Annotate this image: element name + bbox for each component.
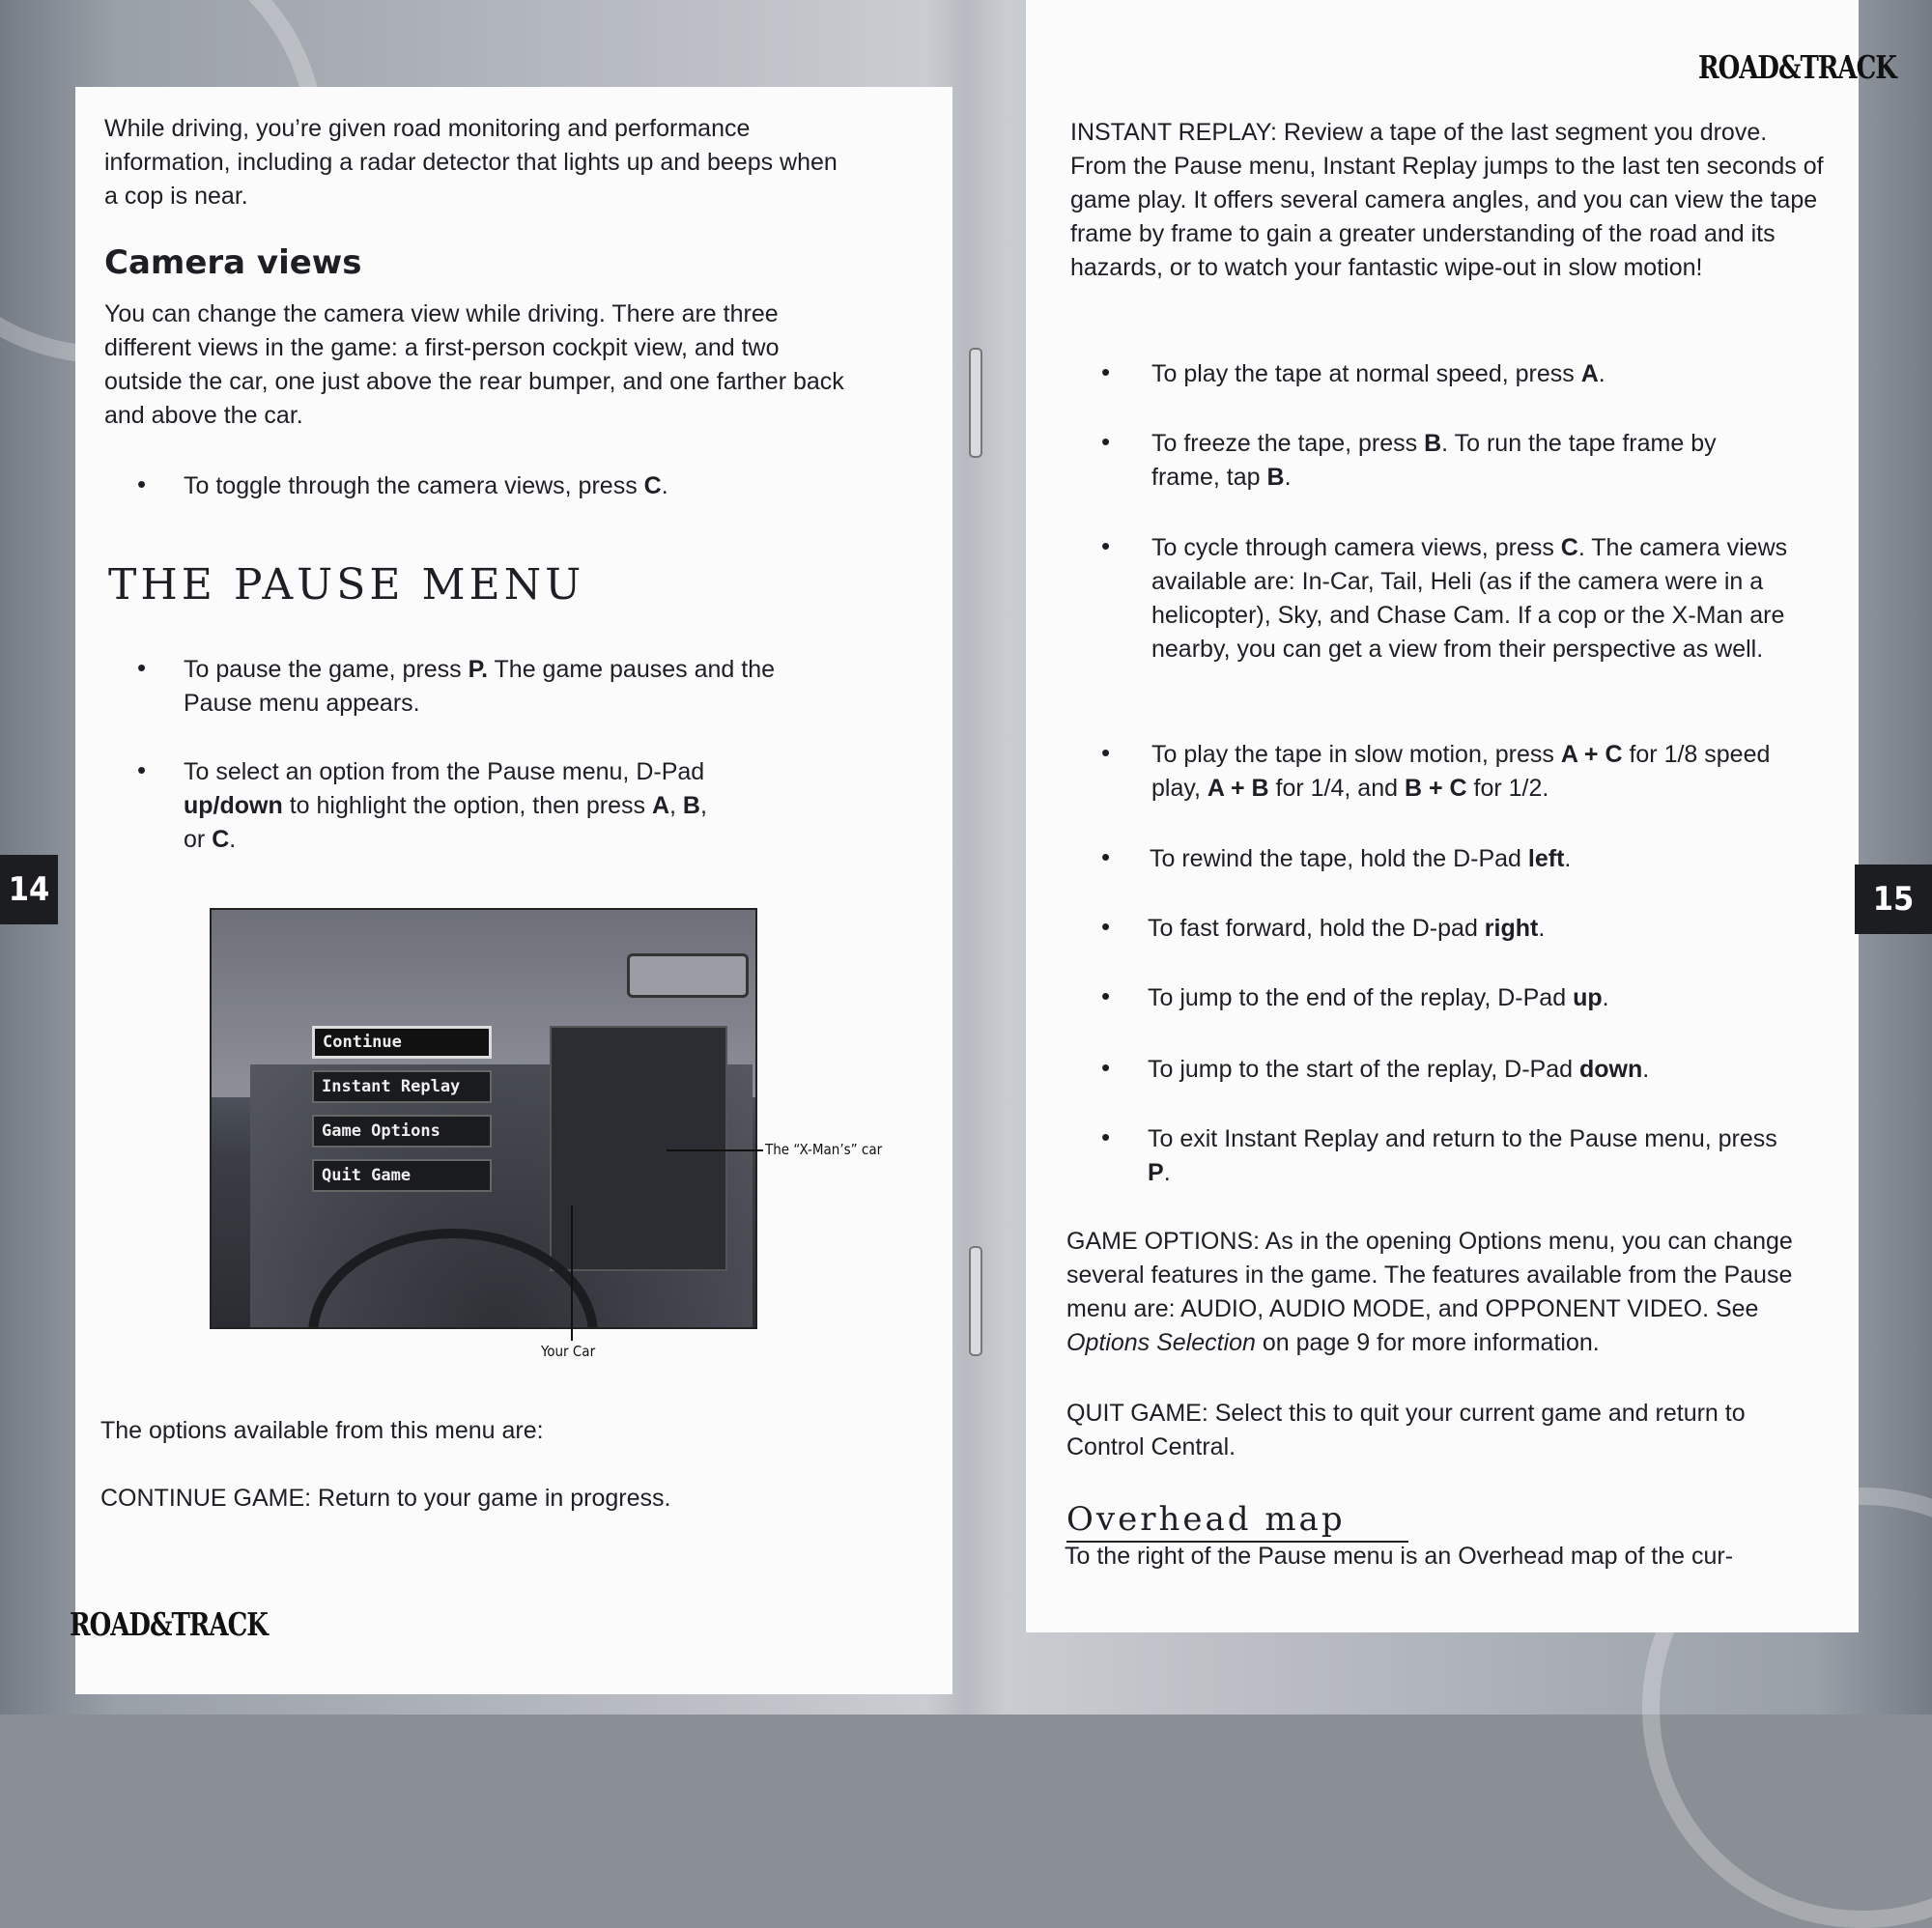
menu-game-options-button: Game Options bbox=[312, 1115, 492, 1148]
rearview-mirror bbox=[627, 953, 749, 998]
menu-quit-game-button: Quit Game bbox=[312, 1159, 492, 1192]
replay-bullet-camera-views: To cycle through camera views, press C. The camera views available are: In-Car, Tail, Heli (as if the camera were in a helicopter), Sky, and Chase Cam. If a cop or the X-Man are nearby, you can get a view from their perspective as well. bbox=[1151, 534, 1788, 663]
bullet-dot: • bbox=[137, 469, 147, 498]
instant-replay-paragraph: INSTANT REPLAY: Review a tape of the last segment you drove. From the Pause menu, Instant Replay jumps to the last ten seconds of game play. It offers several camera angles, and you can view the tape frame by frame to gain a greater understanding of the road and its hazards, or to watch your fantastic wipe-out in slow motion! bbox=[1070, 119, 1824, 281]
intro-paragraph: While driving, you’re given road monitoring and performance information, including a radar detector that lights up and beeps when a cop is near. bbox=[104, 115, 838, 210]
bullet-dot: • bbox=[1101, 531, 1111, 560]
replay-bullet-jump-start: To jump to the start of the replay, D-Pad down. bbox=[1148, 1056, 1650, 1083]
road-track-logo-left: ROAD&TRACK bbox=[70, 1607, 268, 1644]
menu-continue-button: Continue bbox=[312, 1026, 492, 1059]
pause-menu-screenshot bbox=[210, 908, 757, 1329]
pause-bullet: To pause the game, press P. The game pauses and the Pause menu appears. bbox=[184, 656, 776, 717]
road-track-logo-right: ROAD&TRACK bbox=[1698, 50, 1896, 87]
bullet-dot: • bbox=[1101, 842, 1111, 871]
continue-game-description: CONTINUE GAME: Return to your game in progress. bbox=[100, 1485, 671, 1512]
replay-bullet-rewind: To rewind the tape, hold the D-Pad left. bbox=[1150, 845, 1572, 872]
your-car-callout: Your Car bbox=[541, 1343, 596, 1360]
overhead-map-paragraph: To the right of the Pause menu is an Overhead map of the cur- bbox=[1065, 1543, 1734, 1570]
quit-game-paragraph: QUIT GAME: Select this to quit your current game and return to Control Central. bbox=[1066, 1400, 1746, 1460]
replay-bullet-jump-end: To jump to the end of the replay, D-Pad up. bbox=[1148, 984, 1609, 1011]
bullet-dot: • bbox=[1101, 981, 1111, 1010]
binding-staple-bottom bbox=[969, 1246, 982, 1356]
overhead-map-thumbnail bbox=[550, 1026, 727, 1271]
bullet-dot: • bbox=[1101, 912, 1111, 941]
replay-bullet-exit: To exit Instant Replay and return to the Pause menu, press P. bbox=[1148, 1125, 1777, 1186]
bullet-dot: • bbox=[1101, 357, 1111, 386]
menu-instant-replay-button: Instant Replay bbox=[312, 1070, 492, 1103]
overhead-map-heading: Overhead map bbox=[1066, 1500, 1408, 1543]
replay-bullet-fast-forward: To fast forward, hold the D-pad right. bbox=[1148, 915, 1546, 942]
bullet-dot: • bbox=[1101, 1122, 1111, 1151]
bullet-dot: • bbox=[1101, 1053, 1111, 1082]
page-number-left: 14 bbox=[0, 855, 58, 924]
replay-bullet-freeze: To freeze the tape, press B. To run the tape frame by frame, tap B. bbox=[1151, 430, 1717, 491]
game-options-paragraph: GAME OPTIONS: As in the opening Options menu, you can change several features in the game. The features available from the Pause menu are: AUDIO, AUDIO MODE, and OPPONENT VIDEO. See Options Selection on page 9 for more information. bbox=[1066, 1228, 1793, 1356]
options-intro: The options available from this menu are: bbox=[100, 1417, 544, 1444]
your-car-callout-line bbox=[571, 1205, 573, 1341]
camera-views-paragraph: You can change the camera view while driving. There are three different views in the game: a first-person cockpit view, and two outside the car, one just above the rear bumper, and one farther back and above the car. bbox=[104, 300, 844, 429]
bullet-dot: • bbox=[137, 653, 147, 682]
binding-staple-top bbox=[969, 348, 982, 458]
camera-views-heading: Camera views bbox=[104, 243, 362, 282]
select-option-bullet: To select an option from the Pause menu, D-Pad up/down to highlight the option, then press A, B, or C. bbox=[184, 758, 707, 853]
replay-bullet-normal-speed: To play the tape at normal speed, press A. bbox=[1151, 360, 1605, 387]
replay-bullet-slow-motion: To play the tape in slow motion, press A + C for 1/8 speed play, A + B for 1/4, and B + C for 1/2. bbox=[1151, 741, 1771, 802]
xman-callout-line bbox=[667, 1149, 763, 1151]
pause-menu-heading: THE PAUSE MENU bbox=[108, 560, 585, 610]
xman-car-callout: The “X-Man’s” car bbox=[765, 1141, 883, 1158]
bullet-dot: • bbox=[1101, 738, 1111, 767]
bullet-dot: • bbox=[1101, 427, 1111, 456]
page-number-right: 15 bbox=[1855, 865, 1932, 934]
bullet-dot: • bbox=[137, 755, 147, 784]
camera-toggle-bullet: To toggle through the camera views, press C. bbox=[184, 472, 668, 499]
